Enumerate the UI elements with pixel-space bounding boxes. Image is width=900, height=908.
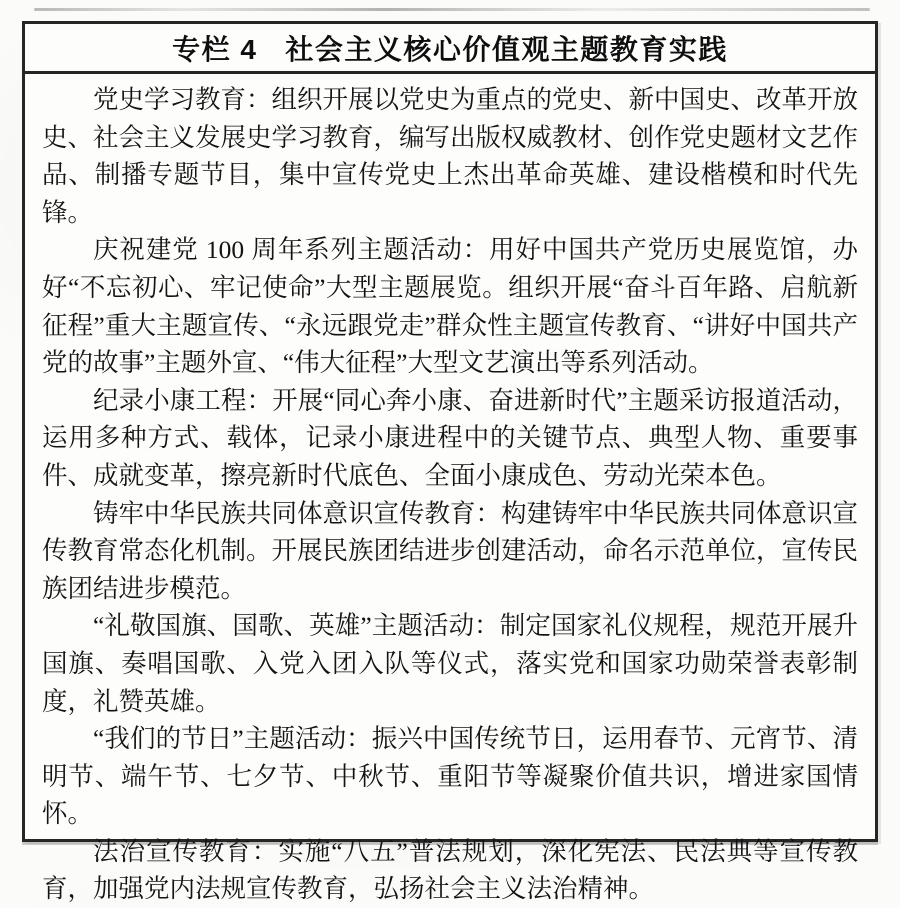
scan-artifact-line <box>34 8 870 11</box>
panel-title-text: 社会主义核心价值观主题教育实践 <box>285 33 728 65</box>
column-box <box>22 21 878 904</box>
panel-title-label: 专栏 4 <box>172 33 258 65</box>
panel-body <box>25 74 875 908</box>
panel-title <box>25 24 875 74</box>
paragraph-centenary-activities: 庆祝建党 100 周年系列主题活动：用好中国共产党历史展览馆，办好“不忘初心、牢记使命”大型主题展览。组织开展“奋斗百年路、启航新征程”重大主题宣传、“永远跟党走”群众性主题宣传教育、“讲好中国共产党的故事”主题外宣、“伟大征程”大型文艺演出等系列活动。 <box>42 235 858 378</box>
paragraph-party-history-education: 党史学习教育：组织开展以党史为重点的党史、新中国史、改革开放史、社会主义发展史学习教育，编写出版权威教材、创作党史题材文艺作品、制播专题节目，集中宣传党史上杰出革命英雄、建设楷模和时代先锋。 <box>42 85 859 227</box>
paragraph-flag-anthem-heroes: “礼敬国旗、国歌、英雄”主题活动：制定国家礼仪规程，规范开展升国旗、奏唱国歌、入党入团入队等仪式，落实党和国家功勋荣誉表彰制度，礼赞英雄。 <box>42 611 858 716</box>
paragraph-xiaokang-documentation: 纪录小康工程：开展“同心奔小康、奋进新时代”主题采访报道活动，运用多种方式、载体，记录小康进程中的关键节点、典型人物、重要事件、成就变革，擦亮新时代底色、全面小康成色、劳动光荣本色。 <box>42 385 858 490</box>
paragraph-ethnic-unity-education: 铸牢中华民族共同体意识宣传教育：构建铸牢中华民族共同体意识宣传教育常态化机制。开展民族团结进步创建活动，命名示范单位，宣传民族团结进步模范。 <box>42 498 859 603</box>
paragraph-law-education: 法治宣传教育：实施“八五”普法规划，深化宪法、民法典等宣传教育，加强党内法规宣传教育，弘扬社会主义法治精神。 <box>42 836 858 904</box>
paragraph-festivals: “我们的节日”主题活动：振兴中国传统节日，运用春节、元宵节、清明节、端午节、七夕节、中秋节、重阳节等凝聚价值共识，增进家国情怀。 <box>42 724 858 829</box>
